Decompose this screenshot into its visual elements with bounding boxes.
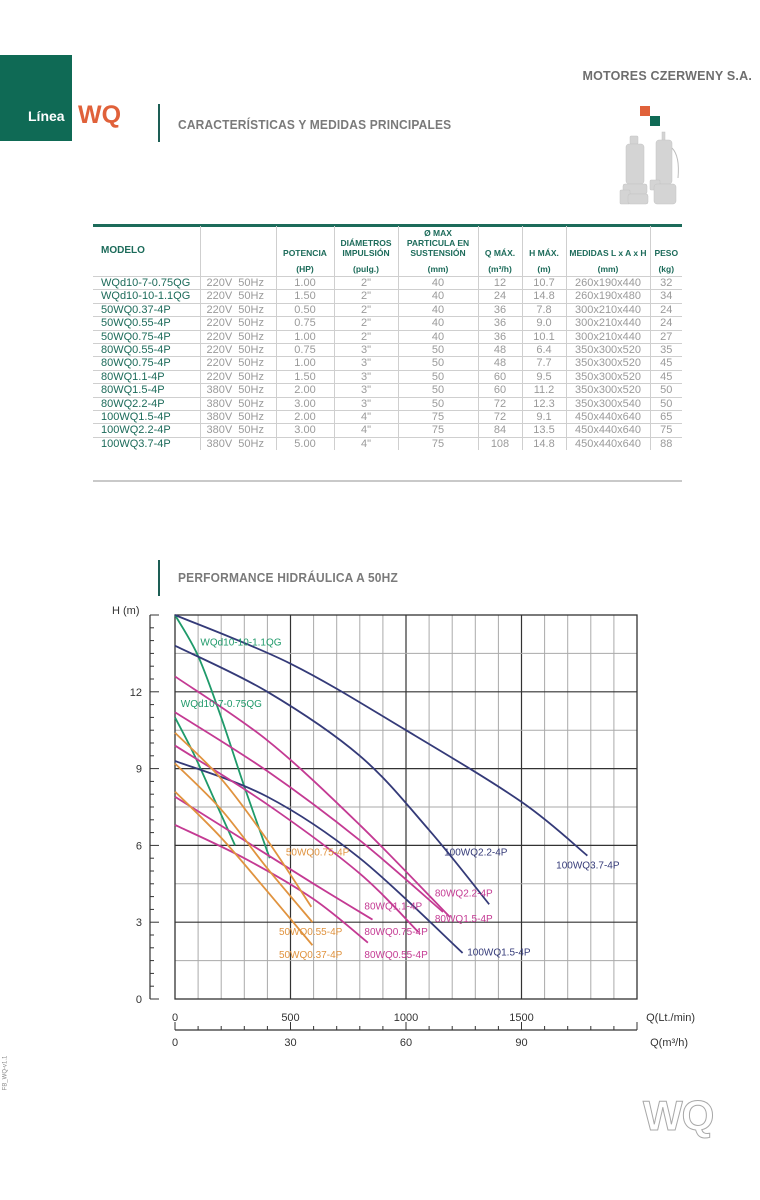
table-cell: 0.75 — [276, 344, 334, 357]
curve-label: WQd10-10-1.1QG — [200, 637, 282, 649]
table-cell: 12.3 — [522, 397, 566, 410]
table-cell: 72 — [478, 411, 522, 424]
table-cell: 220V 50Hz — [200, 290, 276, 303]
table-cell: 3" — [334, 357, 398, 370]
table-cell: 380V 50Hz — [200, 384, 276, 397]
table-cell: 35 — [650, 344, 682, 357]
table-cell: 3" — [334, 344, 398, 357]
table-cell: 220V 50Hz — [200, 370, 276, 383]
table-cell: 36 — [478, 303, 522, 316]
table-cell: 50 — [398, 357, 478, 370]
model-cell: 80WQ1.5-4P — [93, 384, 200, 397]
x2-tick-label: 30 — [284, 1037, 297, 1049]
curve-label: WQd10-7-0.75QG — [180, 699, 262, 711]
column-header-label: DIÁMETROS IMPULSIÓN — [340, 238, 392, 258]
table-cell: 50 — [398, 397, 478, 410]
curve-label: 50WQ0.75-4P — [285, 847, 350, 859]
table-cell: 2" — [334, 303, 398, 316]
table-cell: 12 — [478, 277, 522, 290]
x2-tick-label: 0 — [171, 1037, 179, 1049]
column-header-unit: (pulg.) — [353, 264, 379, 274]
table-cell: 300x210x440 — [566, 330, 650, 343]
table-cell: 14.8 — [522, 437, 566, 450]
table-cell: 24 — [650, 303, 682, 316]
table-cell: 9.1 — [522, 411, 566, 424]
table-cell: 260x190x440 — [566, 277, 650, 290]
table-cell: 0.50 — [276, 303, 334, 316]
model-cell: WQd10-10-1.1QG — [93, 290, 200, 303]
table-cell: 350x300x520 — [566, 384, 650, 397]
table-cell: 50 — [398, 370, 478, 383]
table-cell: 9.0 — [522, 317, 566, 330]
y-tick-label: 0 — [135, 994, 142, 1006]
table-cell: 2" — [334, 317, 398, 330]
column-header-unit: (mm) — [427, 264, 449, 274]
column-header-label: Ø MAX PARTICULA EN SUSTENSIÓN — [406, 228, 470, 258]
table-cell: 6.4 — [522, 344, 566, 357]
table-cell: 75 — [650, 424, 682, 437]
table-cell: 2" — [334, 290, 398, 303]
table-cell: 3" — [334, 397, 398, 410]
table-cell: 13.5 — [522, 424, 566, 437]
table-cell: 72 — [478, 397, 522, 410]
table-cell: 5.00 — [276, 437, 334, 450]
wq-watermark: WQ — [643, 1092, 714, 1139]
table-cell: 4" — [334, 411, 398, 424]
table-cell: 14.8 — [522, 290, 566, 303]
curve-label: 80WQ2.2-4P — [434, 888, 493, 900]
table-cell: 260x190x480 — [566, 290, 650, 303]
table-cell: 2" — [334, 330, 398, 343]
table-cell: 0.75 — [276, 317, 334, 330]
table-cell: 350x300x520 — [566, 344, 650, 357]
table-cell: 220V 50Hz — [200, 357, 276, 370]
table-cell: 450x440x640 — [566, 424, 650, 437]
table-cell: 40 — [398, 277, 478, 290]
curve-label: 80WQ0.55-4P — [364, 950, 428, 962]
table-cell: 300x210x440 — [566, 317, 650, 330]
table-cell: 4" — [334, 437, 398, 450]
table-cell: 60 — [478, 370, 522, 383]
y-tick-label: 6 — [135, 840, 142, 853]
curve-80wq1-5-4p — [175, 712, 443, 912]
table-cell: 50 — [650, 397, 682, 410]
model-cell: 50WQ0.55-4P — [93, 317, 200, 330]
linea-label: Línea — [28, 108, 65, 124]
table-cell: 50 — [398, 384, 478, 397]
column-header-unit: (HP) — [296, 264, 314, 274]
table-cell: 2.00 — [276, 384, 334, 397]
table-cell: 27 — [650, 330, 682, 343]
table-cell: 75 — [398, 424, 478, 437]
curve-label: 50WQ0.55-4P — [278, 927, 343, 938]
x2-tick-label: 60 — [399, 1037, 413, 1049]
table-cell: 450x440x640 — [566, 411, 650, 424]
table-cell: 108 — [478, 437, 522, 450]
model-cell: 80WQ2.2-4P — [93, 397, 200, 410]
table-cell: 50 — [398, 344, 478, 357]
table-cell: 7.7 — [522, 357, 566, 370]
y-tick-label: 9 — [135, 763, 142, 776]
table-cell: 220V 50Hz — [200, 277, 276, 290]
table-cell: 88 — [650, 437, 682, 450]
table-cell: 1.50 — [276, 290, 334, 303]
model-cell: 50WQ0.37-4P — [93, 303, 200, 316]
y-tick-label: 3 — [135, 917, 142, 930]
column-header-unit: (m³/h) — [488, 264, 512, 274]
y-tick-label: 12 — [129, 686, 142, 699]
table-cell: 3.00 — [276, 397, 334, 410]
model-cell: 100WQ2.2-4P — [93, 424, 200, 437]
x2-tick-label: 90 — [515, 1037, 528, 1049]
curve-label: 100WQ2.2-4P — [444, 847, 508, 859]
table-cell: 350x300x520 — [566, 357, 650, 370]
x-tick-label: 0 — [171, 1012, 179, 1024]
table-cell: 10.7 — [522, 277, 566, 290]
table-cell: 45 — [650, 357, 682, 370]
table-cell: 40 — [398, 303, 478, 316]
curve-label: 100WQ1.5-4P — [467, 947, 531, 959]
curve-label: 80WQ0.75-4P — [364, 927, 428, 938]
table-cell: 2.00 — [276, 411, 334, 424]
table-cell: 10.1 — [522, 330, 566, 343]
curve-label: 80WQ1.5-4P — [434, 914, 493, 926]
table-cell: 32 — [650, 277, 682, 290]
table-cell: 40 — [398, 317, 478, 330]
table-cell: 1.50 — [276, 370, 334, 383]
table-cell: 1.00 — [276, 357, 334, 370]
table-cell: 300x210x440 — [566, 303, 650, 316]
table-cell: 11.2 — [522, 384, 566, 397]
model-cell: 100WQ3.7-4P — [93, 437, 200, 450]
section-title-specs: CARACTERÍSTICAS Y MEDIDAS PRINCIPALES — [178, 117, 452, 132]
x2-axis-label: Q(m³/h) — [650, 1037, 688, 1049]
table-cell: 220V 50Hz — [200, 344, 276, 357]
table-cell: 48 — [478, 344, 522, 357]
table-cell: 45 — [650, 370, 682, 383]
model-cell: 80WQ1.1-4P — [93, 370, 200, 383]
table-cell: 450x440x640 — [566, 437, 650, 450]
table-cell: 36 — [478, 317, 522, 330]
model-cell: 80WQ0.55-4P — [93, 344, 200, 357]
table-cell: 40 — [398, 290, 478, 303]
column-header-label: H MÁX. — [529, 248, 559, 258]
table-cell: 380V 50Hz — [200, 411, 276, 424]
table-cell: 7.8 — [522, 303, 566, 316]
table-cell: 3" — [334, 370, 398, 383]
curve-wqd10-7-0-75qg — [175, 717, 235, 845]
line-name: WQ — [78, 101, 122, 129]
table-cell: 24 — [650, 317, 682, 330]
table-cell: 34 — [650, 290, 682, 303]
table-cell: 75 — [398, 437, 478, 450]
table-cell: 84 — [478, 424, 522, 437]
table-cell: 4" — [334, 424, 398, 437]
table-cell: 380V 50Hz — [200, 437, 276, 450]
curve-label: 80WQ1.1-4P — [364, 901, 423, 913]
table-cell: 3.00 — [276, 424, 334, 437]
x-axis-label: Q(Lt./min) — [646, 1012, 695, 1024]
column-header-unit: (mm) — [597, 264, 619, 274]
column-header-label: PESO — [654, 248, 679, 258]
model-cell: 100WQ1.5-4P — [93, 411, 200, 424]
table-cell: 60 — [478, 384, 522, 397]
table-cell: 220V 50Hz — [200, 330, 276, 343]
document-code: FB_WQ-v1.1 — [2, 1055, 9, 1091]
table-cell: 65 — [650, 411, 682, 424]
table-cell: 9.5 — [522, 370, 566, 383]
x-tick-label: 1000 — [393, 1012, 419, 1024]
column-header-label: MODELO — [101, 245, 145, 256]
table-cell: 350x300x520 — [566, 370, 650, 383]
table-cell: 380V 50Hz — [200, 424, 276, 437]
model-cell: WQd10-7-0.75QG — [93, 277, 200, 290]
table-cell: 2" — [334, 277, 398, 290]
table-cell: 1.00 — [276, 330, 334, 343]
model-cell: 80WQ0.75-4P — [93, 357, 200, 370]
table-cell: 380V 50Hz — [200, 397, 276, 410]
y-axis-label: H (m) — [112, 605, 140, 617]
table-cell: 220V 50Hz — [200, 317, 276, 330]
table-cell: 36 — [478, 330, 522, 343]
section-title-performance: PERFORMANCE HIDRÁULICA A 50HZ — [178, 570, 398, 585]
table-cell: 350x300x540 — [566, 397, 650, 410]
table-cell: 48 — [478, 357, 522, 370]
table-cell: 1.00 — [276, 277, 334, 290]
table-cell: 40 — [398, 330, 478, 343]
curve-label: 50WQ0.37-4P — [278, 950, 343, 962]
company-name: MOTORES CZERWENY S.A. — [582, 69, 752, 83]
curve-label: 100WQ3.7-4P — [556, 860, 620, 872]
table-cell: 50 — [650, 384, 682, 397]
column-header-label: POTENCIA — [283, 248, 327, 258]
table-cell: 75 — [398, 411, 478, 424]
column-header-label: MEDIDAS L x A x H — [569, 248, 647, 258]
table-cell: 3" — [334, 384, 398, 397]
x-tick-label: 1500 — [509, 1012, 534, 1024]
table-cell: 24 — [478, 290, 522, 303]
curve-100wq3-7-4p — [175, 615, 587, 856]
table-cell: 220V 50Hz — [200, 303, 276, 316]
model-cell: 50WQ0.75-4P — [93, 330, 200, 343]
column-header-unit: (m) — [537, 264, 551, 274]
column-header-label: Q MÁX. — [484, 248, 516, 258]
column-header-unit: (kg) — [658, 264, 675, 274]
x-tick-label: 500 — [281, 1012, 300, 1024]
